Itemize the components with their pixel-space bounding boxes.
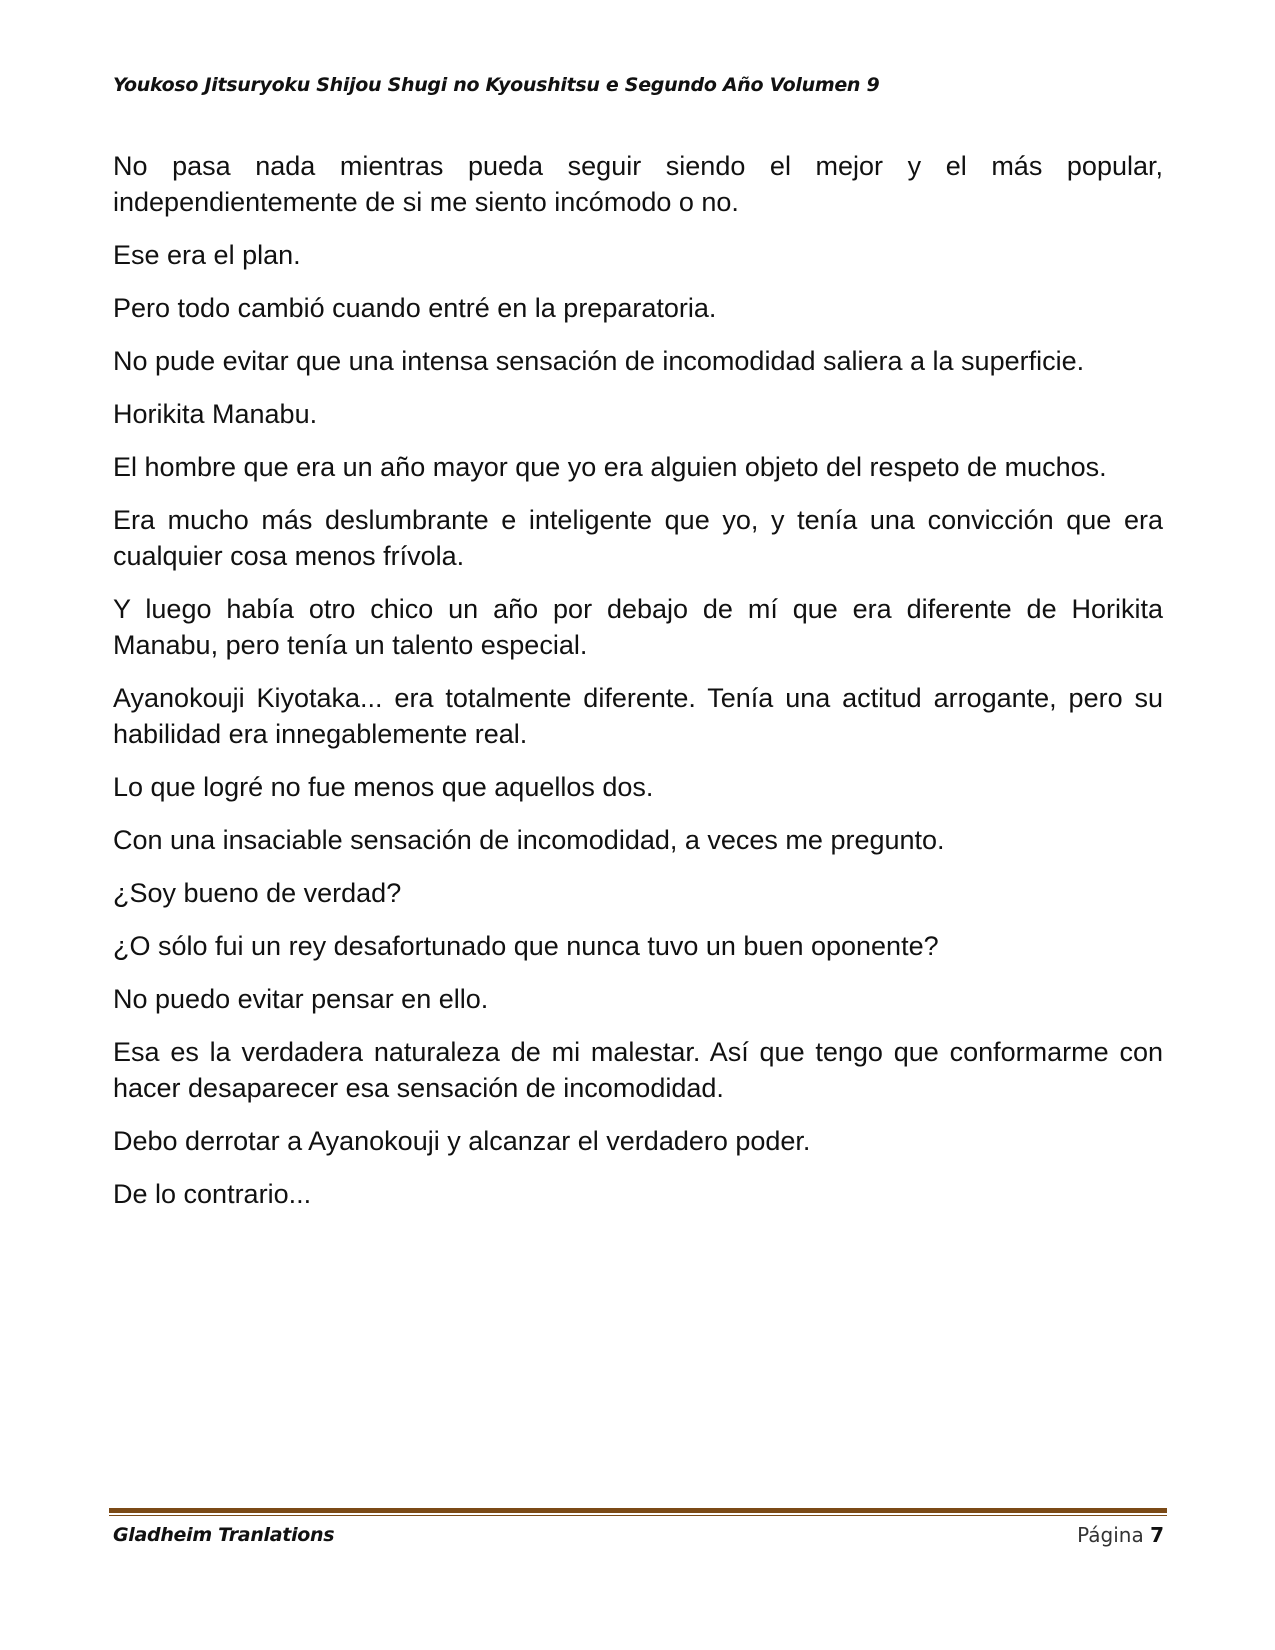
paragraph: Ayanokouji Kiyotaka... era totalmente diferente. Tenía una actitud arrogante, pero su habilidad era innegablemente real. — [113, 683, 1163, 749]
paragraph: Lo que logré no fue menos que aquellos dos. — [113, 772, 654, 802]
paragraph: De lo contrario... — [113, 1179, 312, 1209]
paragraph: No pude evitar que una intensa sensación de incomodidad saliera a la superficie. — [113, 346, 1085, 376]
chapter-body — [113, 148, 1163, 1229]
footer-divider-thin — [109, 1515, 1167, 1516]
page-indicator — [1077, 1523, 1164, 1547]
paragraph: Horikita Manabu. — [113, 399, 318, 429]
paragraph: Era mucho más deslumbrante e inteligente que yo, y tenía una convicción que era cualquier cosa menos frívola. — [113, 505, 1163, 571]
paragraph: ¿Soy bueno de verdad? — [113, 878, 402, 908]
footer-credit: Gladheim Tranlations — [113, 1524, 335, 1546]
paragraph: El hombre que era un año mayor que yo era alguien objeto del respeto de muchos. — [113, 452, 1107, 482]
footer-divider-thick — [109, 1508, 1167, 1513]
footer-divider — [109, 1508, 1167, 1516]
page-header-title: Youkoso Jitsuryoku Shijou Shugi no Kyoushitsu e Segundo Año Volumen 9 — [113, 74, 880, 96]
paragraph: Con una insaciable sensación de incomodidad, a veces me pregunto. — [113, 825, 945, 855]
paragraph: Y luego había otro chico un año por debajo de mí que era diferente de Horikita Manabu, pero tenía un talento especial. — [113, 594, 1163, 660]
paragraph: Pero todo cambió cuando entré en la preparatoria. — [113, 293, 717, 323]
paragraph: ¿O sólo fui un rey desafortunado que nunca tuvo un buen oponente? — [113, 931, 939, 961]
paragraph: Debo derrotar a Ayanokouji y alcanzar el verdadero poder. — [113, 1126, 811, 1156]
paragraph: Ese era el plan. — [113, 240, 301, 270]
paragraph: No puedo evitar pensar en ello. — [113, 984, 489, 1014]
page-number: 7 — [1150, 1523, 1164, 1547]
paragraph: No pasa nada mientras pueda seguir siendo el mejor y el más popular, independientemente de si me siento incómodo o no. — [113, 151, 1163, 217]
paragraph: Esa es la verdadera naturaleza de mi malestar. Así que tengo que conformarme con hacer desaparecer esa sensación de incomodidad. — [113, 1037, 1163, 1103]
page-label: Página — [1077, 1523, 1144, 1547]
